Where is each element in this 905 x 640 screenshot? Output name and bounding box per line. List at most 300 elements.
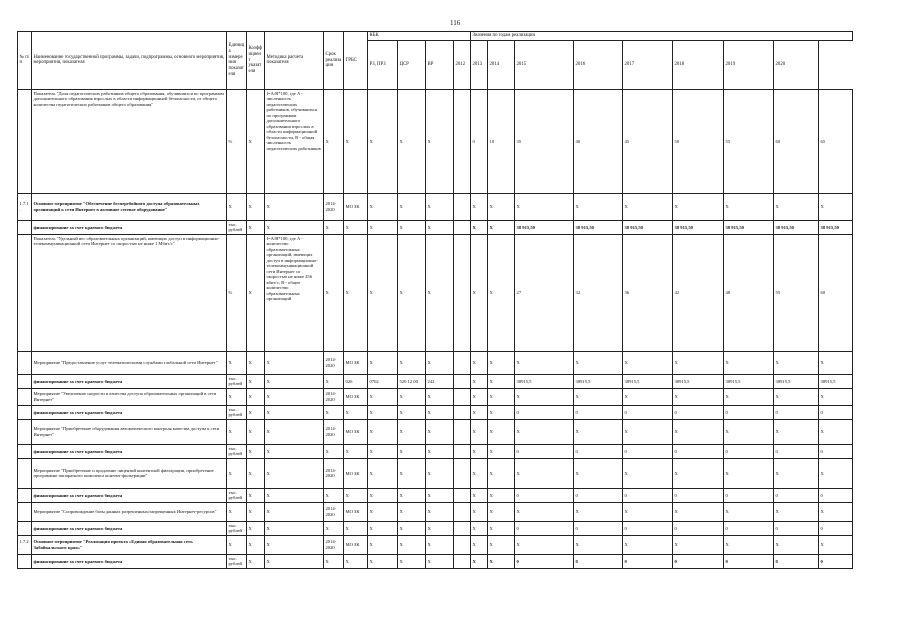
row-vr-spacer	[454, 220, 471, 234]
row-year-value: 0	[623, 488, 673, 502]
row-rz: 0702	[368, 374, 398, 388]
row-term: 2014-2020	[324, 458, 344, 488]
row-rz: Х	[368, 444, 398, 458]
row-rz: Х	[368, 535, 398, 554]
table-row	[18, 488, 853, 502]
row-rz: Х	[368, 234, 398, 351]
row-csr: Х	[398, 220, 426, 234]
row-year-value: Х	[471, 502, 488, 521]
row-year-value: 0	[574, 521, 623, 535]
row-year-value: 55	[724, 89, 774, 193]
row-year-value: 0	[623, 521, 673, 535]
row-year-value: 0	[574, 405, 623, 419]
row-term: Х	[324, 521, 344, 535]
row-year-value: Х	[774, 388, 819, 405]
row-grbs: МО ЗК	[344, 351, 368, 374]
row-rz: Х	[368, 89, 398, 193]
row-year-value: Х	[488, 374, 515, 388]
row-year-value: 0	[623, 444, 673, 458]
row-name: финансирование за счет краевого бюджета	[32, 405, 227, 419]
row-grbs: Х	[344, 234, 368, 351]
row-coef: Х	[247, 488, 265, 502]
header-csr: ЦСР	[398, 40, 426, 89]
row-year-value: 0	[724, 405, 774, 419]
row-year-value: Х	[488, 419, 515, 444]
row-name: Показатель "Доля педагогических работников общего образования, обучившихся по программам дополнительного образования взрослых в области информационной безопасности, от общего количества педагогических работников общего образования"	[32, 89, 227, 193]
row-csr: Х	[398, 351, 426, 374]
row-year-value: Х	[623, 388, 673, 405]
row-year-value: 38 915,50	[673, 220, 724, 234]
row-grbs: МО ЗК	[344, 388, 368, 405]
row-year-value: 0	[774, 521, 819, 535]
row-grbs: МО ЗК	[344, 502, 368, 521]
row-year-value: 0	[673, 444, 724, 458]
row-year-value: 60	[819, 234, 853, 351]
row-year-value: 38 915,50	[623, 220, 673, 234]
row-grbs: Х	[344, 554, 368, 568]
row-csr: Х	[398, 89, 426, 193]
row-year-value: 0	[574, 554, 623, 568]
row-year-value: Х	[623, 458, 673, 488]
row-coef: Х	[247, 444, 265, 458]
row-year-value: 0	[574, 488, 623, 502]
table-row	[18, 419, 853, 444]
row-coef: Х	[247, 535, 265, 554]
header-year: 2018	[673, 40, 724, 89]
row-vr: Х	[426, 351, 454, 374]
row-method: I=A/B*100, где A - численность педагогических работников, обучившихся по программам дополнительного образования взрослых в области информационной безопасности, B - общая численность педагогических работников	[265, 89, 324, 193]
row-year-value: Х	[574, 193, 623, 220]
row-vr: Х	[426, 444, 454, 458]
row-year-value: Х	[623, 351, 673, 374]
header-vr-cell	[426, 40, 454, 89]
table-row	[18, 554, 853, 568]
row-year-value: Х	[724, 458, 774, 488]
table-row	[18, 89, 853, 193]
row-year-value: 38 915,50	[774, 220, 819, 234]
row-year-value: Х	[724, 388, 774, 405]
row-year-value: Х	[471, 419, 488, 444]
header-num: № п/п	[18, 32, 32, 90]
row-unit: Х	[227, 535, 247, 554]
row-method: Х	[265, 488, 324, 502]
row-vr-spacer	[454, 521, 471, 535]
row-year-value: 35	[515, 89, 574, 193]
row-year-value: 38 915,50	[515, 220, 574, 234]
row-term: 2014-2020	[324, 419, 344, 444]
row-name: Мероприятие "Предоставление услуг телематическими службами глобальной сети Интернет"	[32, 351, 227, 374]
row-number	[18, 419, 32, 444]
row-year-value: Х	[471, 351, 488, 374]
row-term: Х	[324, 488, 344, 502]
row-term: Х	[324, 89, 344, 193]
row-year-value: 0	[819, 488, 853, 502]
row-year-value: Х	[819, 535, 853, 554]
row-unit: тыс. рублей	[227, 220, 247, 234]
table-row	[18, 405, 853, 419]
program-table	[17, 31, 853, 569]
row-number	[18, 488, 32, 502]
row-unit: %	[227, 89, 247, 193]
header-term: Срок реализации	[324, 32, 344, 90]
row-year-value: Х	[673, 419, 724, 444]
row-coef: Х	[247, 388, 265, 405]
row-coef: Х	[247, 234, 265, 351]
row-method: Х	[265, 444, 324, 458]
row-term: Х	[324, 220, 344, 234]
row-name: Мероприятие "Приобретение и продление лицензий контентной фильтрации, приобретение программно-аппаратного комплекса контент-фильтрации"	[32, 458, 227, 488]
row-year-value: 38915,5	[673, 374, 724, 388]
row-year-value: Х	[774, 535, 819, 554]
row-grbs: МО ЗК	[344, 193, 368, 220]
row-term: 2014-2020	[324, 193, 344, 220]
row-year-value: 50	[673, 89, 724, 193]
row-vr: Х	[426, 521, 454, 535]
row-method: Х	[265, 419, 324, 444]
row-vr-spacer	[454, 234, 471, 351]
row-csr: Х	[398, 488, 426, 502]
row-vr-spacer	[454, 419, 471, 444]
row-term: Х	[324, 554, 344, 568]
row-year-value: Х	[515, 193, 574, 220]
row-year-value: 38915,5	[774, 374, 819, 388]
row-year-value: 0	[515, 554, 574, 568]
row-csr: Х	[398, 388, 426, 405]
table-row	[18, 193, 853, 220]
header-year: 2014	[488, 40, 515, 89]
row-year-value: Х	[673, 193, 724, 220]
row-name: финансирование за счет краевого бюджета	[32, 521, 227, 535]
row-vr: Х	[426, 535, 454, 554]
row-name: финансирование за счет краевого бюджета	[32, 374, 227, 388]
row-year-value: 0	[574, 444, 623, 458]
row-name: Мероприятие "Сопровождение базы данных разрешенных/запрещенных Интернет-ресурсов"	[32, 502, 227, 521]
row-csr: Х	[398, 458, 426, 488]
row-csr: Х	[398, 234, 426, 351]
row-csr: Х	[398, 535, 426, 554]
row-method: Х	[265, 193, 324, 220]
header-year: 2017	[623, 40, 673, 89]
row-grbs: МО ЗК	[344, 419, 368, 444]
row-year-value: 0	[774, 405, 819, 419]
row-year-value: 0	[515, 444, 574, 458]
row-year-value: Х	[488, 502, 515, 521]
header-year: 2020	[774, 40, 819, 89]
row-year-value: 10	[488, 89, 515, 193]
row-rz: Х	[368, 488, 398, 502]
row-rz: Х	[368, 193, 398, 220]
header-vr-label: ВР	[427, 61, 434, 67]
row-vr: Х	[426, 89, 454, 193]
row-year-value: 0	[724, 521, 774, 535]
row-coef: Х	[247, 220, 265, 234]
row-year-value: 40	[574, 89, 623, 193]
row-vr-spacer	[454, 554, 471, 568]
row-year-value: 0	[515, 488, 574, 502]
row-unit: Х	[227, 419, 247, 444]
row-method: Х	[265, 535, 324, 554]
row-year-value: 45	[623, 89, 673, 193]
row-year-value: 38 915,50	[574, 220, 623, 234]
row-year-value: Х	[471, 488, 488, 502]
row-year-value: Х	[488, 351, 515, 374]
row-number	[18, 521, 32, 535]
row-year-value: Х	[819, 458, 853, 488]
row-year-value: Х	[673, 458, 724, 488]
row-rz: Х	[368, 220, 398, 234]
row-year-value: Х	[819, 388, 853, 405]
row-grbs: 026	[344, 374, 368, 388]
row-year-value: Х	[574, 535, 623, 554]
row-vr-spacer	[454, 488, 471, 502]
row-vr: Х	[426, 405, 454, 419]
table-row	[18, 374, 853, 388]
row-csr: Х	[398, 502, 426, 521]
row-name: Основное мероприятие "Обеспечение бесперебойного доступа образовательных организаций к сети Интернет в активное сетевое оборудование"	[32, 193, 227, 220]
row-year-value: 0	[623, 405, 673, 419]
header-year: 2012	[454, 40, 471, 89]
row-year-value: Х	[574, 351, 623, 374]
row-method: Х	[265, 374, 324, 388]
row-year-value: Х	[471, 458, 488, 488]
table-row	[18, 220, 853, 234]
header-year: 2015	[515, 40, 574, 89]
row-vr: Х	[426, 419, 454, 444]
row-number	[18, 554, 32, 568]
row-year-value: Х	[623, 502, 673, 521]
row-year-value: Х	[819, 351, 853, 374]
row-year-value: Х	[819, 419, 853, 444]
row-number	[18, 89, 32, 193]
row-method: Х	[265, 388, 324, 405]
row-year-value: 38 915,50	[819, 220, 853, 234]
row-term: Х	[324, 444, 344, 458]
row-year-value: Х	[488, 521, 515, 535]
row-unit: %	[227, 234, 247, 351]
row-year-value: 0	[673, 554, 724, 568]
row-year-value: 38915,5	[515, 374, 574, 388]
row-number	[18, 502, 32, 521]
row-vr: Х	[426, 554, 454, 568]
row-year-value: 0	[471, 89, 488, 193]
row-csr: Х	[398, 521, 426, 535]
row-year-value: Х	[724, 351, 774, 374]
row-rz: Х	[368, 388, 398, 405]
row-coef: Х	[247, 554, 265, 568]
row-year-value: Х	[774, 351, 819, 374]
row-csr: Х	[398, 405, 426, 419]
row-csr: Х	[398, 193, 426, 220]
row-year-value: Х	[488, 193, 515, 220]
row-year-value: 38915,5	[623, 374, 673, 388]
row-number	[18, 405, 32, 419]
header-unit: Единица измерения показателя	[227, 32, 247, 90]
row-year-value: 36	[623, 234, 673, 351]
row-vr: Х	[426, 458, 454, 488]
row-method: I=A/B*100, где A - количество образовательных организаций, имеющих доступ в информационно-телекоммуникационной сети Интернет со скоростью не ниже 256 кбит/с; B - общее количество образовательных организаций	[265, 234, 324, 351]
row-year-value: Х	[488, 405, 515, 419]
header-method: Методика расчета показателя	[265, 32, 324, 90]
row-term: 2014-2020	[324, 388, 344, 405]
row-number: 1.7.1.	[18, 193, 32, 220]
row-year-value: Х	[724, 535, 774, 554]
row-term: 2014-2020	[324, 351, 344, 374]
row-year-value: Х	[471, 388, 488, 405]
row-grbs: Х	[344, 488, 368, 502]
row-year-value: Х	[488, 444, 515, 458]
row-year-value: Х	[471, 535, 488, 554]
row-year-value: 0	[724, 488, 774, 502]
row-year-value: Х	[488, 535, 515, 554]
row-year-value: Х	[488, 234, 515, 351]
row-number	[18, 234, 32, 351]
row-csr: Х	[398, 419, 426, 444]
row-grbs: МО ЗК	[344, 535, 368, 554]
row-coef: Х	[247, 374, 265, 388]
row-vr-spacer	[454, 444, 471, 458]
row-year-value: Х	[471, 554, 488, 568]
row-year-value: 0	[774, 444, 819, 458]
row-unit: тыс. рублей	[227, 554, 247, 568]
row-term: Х	[324, 374, 344, 388]
row-method: Х	[265, 458, 324, 488]
row-rz: Х	[368, 502, 398, 521]
row-year-value: 0	[819, 521, 853, 535]
row-unit: тыс. рублей	[227, 444, 247, 458]
row-year-value: 0	[673, 405, 724, 419]
row-year-value: Х	[673, 351, 724, 374]
row-name: Показатель "Удельный вес образовательных организаций, имеющих доступ в информационно-телекоммуникационной сети Интернет со скоростью не ниже 1 Мбит/с"	[32, 234, 227, 351]
row-number	[18, 444, 32, 458]
row-year-value: Х	[724, 502, 774, 521]
row-grbs: Х	[344, 89, 368, 193]
row-unit: тыс. рублей	[227, 374, 247, 388]
row-vr: Х	[426, 193, 454, 220]
row-year-value: 0	[774, 488, 819, 502]
table-row	[18, 458, 853, 488]
row-vr-spacer	[454, 193, 471, 220]
row-year-value: Х	[488, 220, 515, 234]
row-term: 2014-2020	[324, 535, 344, 554]
row-year-value: Х	[623, 419, 673, 444]
header-name: Наименование государственной программы, задачи, подпрограммы, основного мероприятия, мероприятия, показателя	[32, 32, 227, 90]
row-year-value: 0	[724, 554, 774, 568]
row-year-value: Х	[574, 502, 623, 521]
row-rz: Х	[368, 521, 398, 535]
row-unit: тыс. рублей	[227, 488, 247, 502]
row-method: Х	[265, 502, 324, 521]
row-year-value: 38915,5	[819, 374, 853, 388]
row-year-value: 0	[673, 488, 724, 502]
row-year-value: Х	[515, 419, 574, 444]
row-term: 2014-2020	[324, 502, 344, 521]
row-term: Х	[324, 234, 344, 351]
row-year-value: 38 915,50	[724, 220, 774, 234]
row-method: Х	[265, 405, 324, 419]
row-method: Х	[265, 220, 324, 234]
row-name: финансирование за счет краевого бюджета	[32, 220, 227, 234]
row-csr: Х	[398, 444, 426, 458]
row-year-value: Х	[623, 193, 673, 220]
table-row	[18, 388, 853, 405]
row-unit: тыс. рублей	[227, 521, 247, 535]
row-vr: Х	[426, 488, 454, 502]
row-term: Х	[324, 405, 344, 419]
row-year-value: Х	[774, 193, 819, 220]
row-year-value: 0	[673, 521, 724, 535]
row-year-value: 0	[623, 554, 673, 568]
row-year-value: Х	[471, 220, 488, 234]
row-vr-spacer	[454, 502, 471, 521]
row-unit: тыс. рублей	[227, 405, 247, 419]
row-number	[18, 388, 32, 405]
row-year-value: 0	[774, 554, 819, 568]
row-name: Мероприятие "Приобретение оборудования автоматического контроля качества доступа к сети Интернет"	[32, 419, 227, 444]
row-year-value: Х	[471, 521, 488, 535]
row-number	[18, 220, 32, 234]
row-year-value: Х	[774, 419, 819, 444]
row-vr-spacer	[454, 374, 471, 388]
row-grbs: Х	[344, 405, 368, 419]
table-row	[18, 502, 853, 521]
table-row	[18, 444, 853, 458]
row-year-value: Х	[488, 488, 515, 502]
row-method: Х	[265, 521, 324, 535]
header-year: 2013	[471, 40, 488, 89]
row-csr: Х	[398, 554, 426, 568]
row-year-value: Х	[488, 458, 515, 488]
table-row	[18, 351, 853, 374]
row-year-value: Х	[623, 535, 673, 554]
row-coef: Х	[247, 419, 265, 444]
row-year-value: 0	[515, 521, 574, 535]
row-vr-spacer	[454, 535, 471, 554]
row-csr: 520 12 00	[398, 374, 426, 388]
row-year-value: 0	[515, 405, 574, 419]
row-method: Х	[265, 554, 324, 568]
row-name: финансирование за счет краевого бюджета	[32, 444, 227, 458]
row-year-value: 0	[819, 554, 853, 568]
row-year-value: 0	[819, 405, 853, 419]
row-unit: Х	[227, 351, 247, 374]
row-year-value: Х	[724, 419, 774, 444]
row-grbs: Х	[344, 444, 368, 458]
row-year-value: Х	[515, 388, 574, 405]
row-unit: Х	[227, 502, 247, 521]
row-vr-spacer	[454, 458, 471, 488]
row-name: Основное мероприятие "Реализация проекта «Единая образовательная сеть Забайкальского края»"	[32, 535, 227, 554]
row-number	[18, 458, 32, 488]
row-grbs: Х	[344, 521, 368, 535]
row-year-value: Х	[673, 388, 724, 405]
row-rz: Х	[368, 554, 398, 568]
row-name: финансирование за счет краевого бюджета	[32, 488, 227, 502]
row-year-value: 0	[819, 444, 853, 458]
row-year-value: 65	[819, 89, 853, 193]
row-rz: Х	[368, 458, 398, 488]
row-year-value: 55	[774, 234, 819, 351]
row-year-value: Х	[774, 458, 819, 488]
row-unit: Х	[227, 388, 247, 405]
row-year-value: Х	[515, 502, 574, 521]
row-rz: Х	[368, 419, 398, 444]
header-rz: РЗ, ПРЗ	[368, 40, 398, 89]
row-number	[18, 351, 32, 374]
table-row	[18, 535, 853, 554]
row-year-value: Х	[471, 405, 488, 419]
row-year-value: 38915,5	[574, 374, 623, 388]
table-row	[18, 521, 853, 535]
